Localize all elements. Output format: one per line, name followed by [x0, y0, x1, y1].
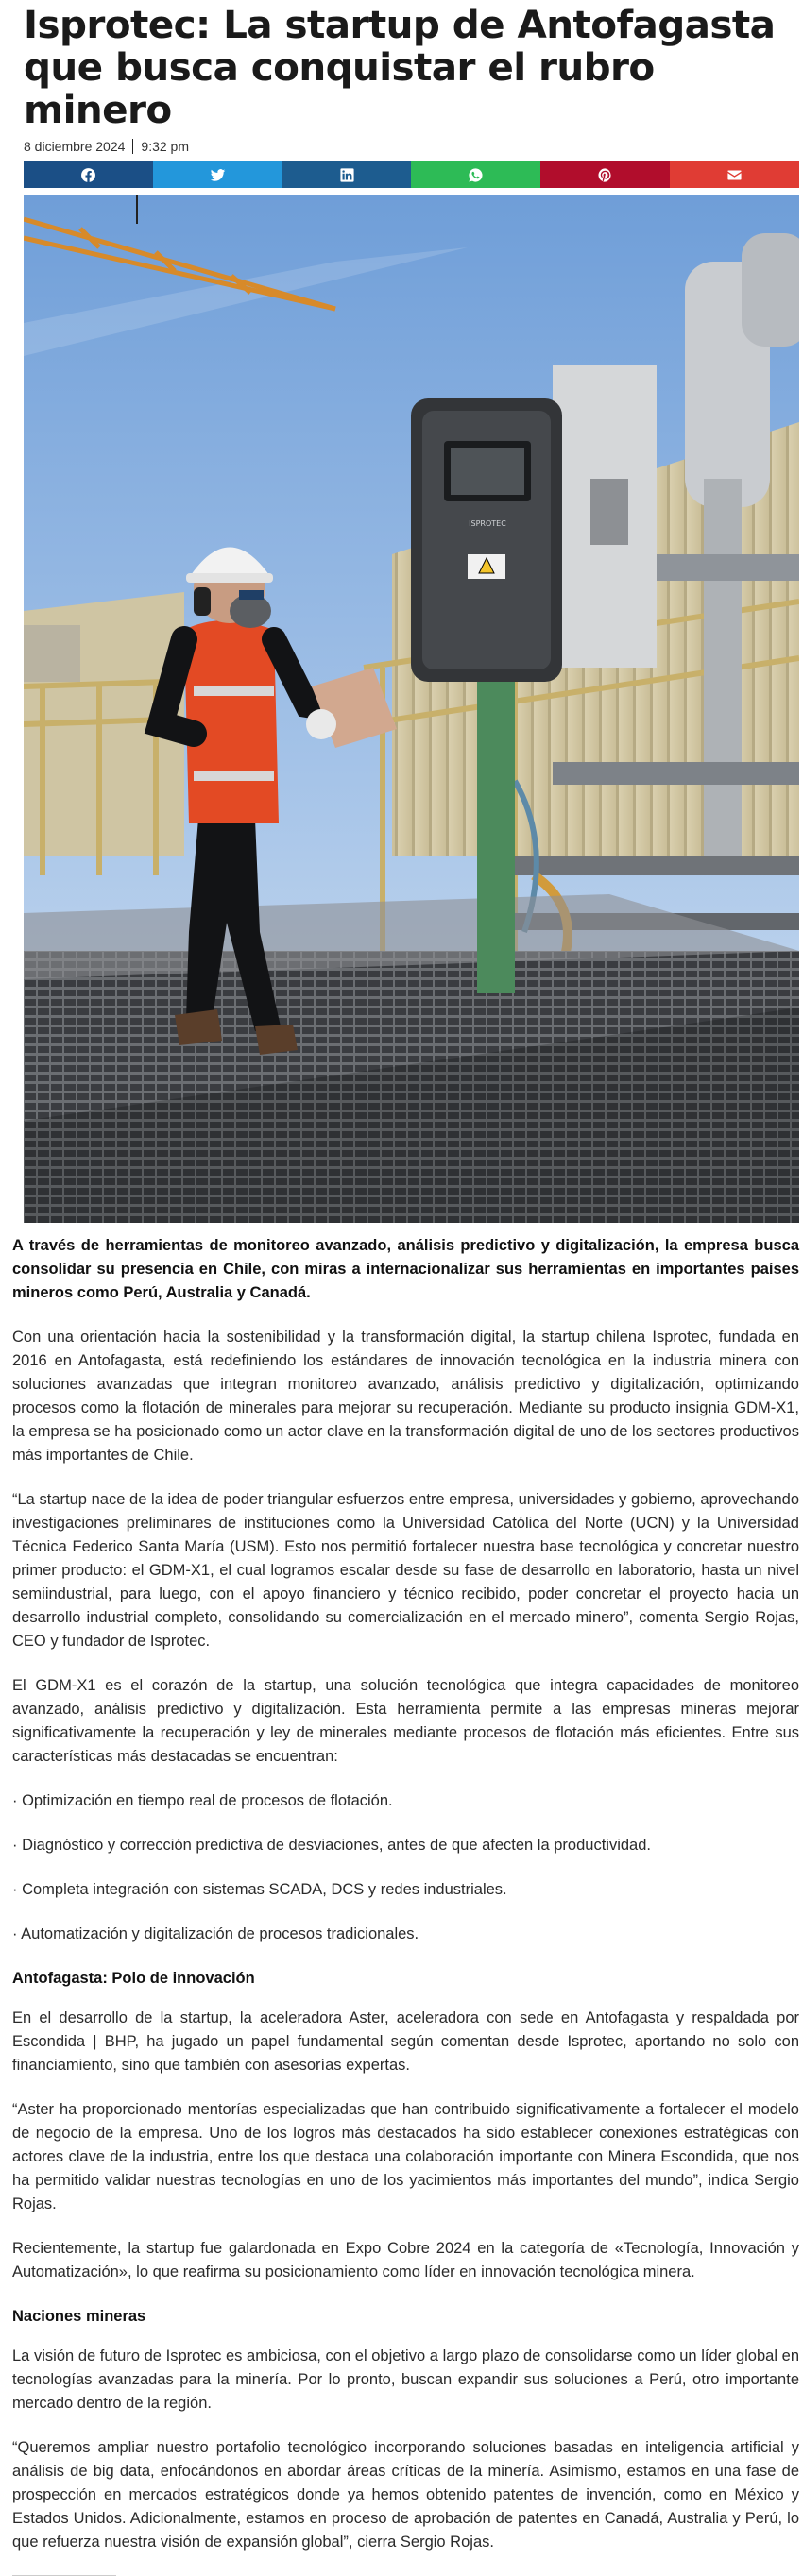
share-twitter-button[interactable] — [153, 161, 282, 188]
article-body — [12, 1326, 799, 2576]
share-whatsapp-button[interactable] — [411, 161, 540, 188]
paragraph: “Queremos ampliar nuestro portafolio tecnológico incorporando soluciones basadas en inteligencia artificial y análisis de big data, enfocándonos en abordar áreas críticas de la minería. Asimismo, estamos en una fase de prospección en mercados estratégicos donde ya hemos obtenido patentes de invención, como en México y Estados Unidos. Adicionalmente, estamos en proceso de aprobación de patentes en Canadá, Australia y Perú, lo que refuerza nuestra visión de expansión global”, cierra Sergio Rojas. — [12, 2439, 799, 2551]
share-bar — [24, 161, 799, 188]
paragraph: “La startup nace de la idea de poder triangular esfuerzos entre empresa, universidades y gobierno, aprovechando investigaciones preliminares de instituciones como la Universidad Católica del Norte (UCN) y la Universidad Técnica Federico Santa María (USM). Esto nos permitió fortalecer nuestra base tecnológica y concretar nuestro primer producto: el GDM-X1, el cual logramos escalar desde su fase de desarrollo en laboratorio, hasta un nivel semiindustrial, para luego, con el apoyo financiero y técnico recibido, poder concretar el proyecto hacia un desarrollo industrial completo, consolidando su comercialización en el mercado minero”, comenta Sergio Rojas, CEO y fundador de Isprotec. — [12, 1491, 799, 1650]
hero-photo — [24, 195, 799, 1223]
share-facebook-button[interactable] — [24, 161, 153, 188]
paragraph: En el desarrollo de la startup, la aceleradora Aster, aceleradora con sede en Antofagasta y respaldada por Escondida | BHP, ha jugado un papel fundamental según comentan desde Isprotec, aportando no solo con financiamiento, sino que también con asesorías expertas. — [12, 2009, 799, 2074]
paragraph: Con una orientación hacia la sostenibilidad y la transformación digital, la startup chilena Isprotec, fundada en 2016 en Antofagasta, está redefiniendo los estándares de innovación tecnológica en la industria minera con soluciones avanzadas que integran monitoreo avanzado, análisis predictivo y digitalización, optimizando procesos como la flotación de minerales para mejorar su recuperación. Mediante su producto insignia GDM-X1, la empresa se ha posicionado como un actor clave en la transformación digital de uno de los sectores productivos más importantes de Chile. — [12, 1329, 799, 1464]
facebook-icon — [80, 167, 96, 183]
bullet-item: · Diagnóstico y corrección predictiva de desviaciones, antes de que afecten la productividad. — [12, 1837, 651, 1854]
section-heading: Naciones mineras — [12, 2308, 146, 2325]
article-lead: A través de herramientas de monitoreo avanzado, análisis predictivo y digitalización, la empresa busca consolidar su presencia en Chile, con miras a internacionalizar sus herramientas en importantes países mineros como Perú, Australia y Canadá. — [12, 1237, 799, 1301]
bullet-item: · Automatización y digitalización de procesos tradicionales. — [12, 1925, 419, 1942]
bullet-item: · Completa integración con sistemas SCADA, DCS y redes industriales. — [12, 1881, 507, 1898]
bullet-item: · Optimización en tiempo real de procesos de flotación. — [12, 1792, 393, 1809]
publish-time: 9:32 pm — [141, 139, 189, 154]
pinterest-icon — [597, 167, 613, 183]
hero-photo-illustration — [24, 195, 799, 1223]
equipment-label: ISPROTEC — [469, 519, 506, 528]
twitter-icon — [210, 167, 226, 183]
whatsapp-icon — [468, 167, 484, 183]
paragraph: La visión de futuro de Isprotec es ambiciosa, con el objetivo a largo plazo de consolidarse como un líder global en tecnologías avanzadas para la minería. Por lo pronto, buscan expandir sus soluciones a Perú, otro importante mercado dentro de la región. — [12, 2347, 799, 2412]
share-pinterest-button[interactable] — [540, 161, 670, 188]
linkedin-icon — [339, 167, 355, 183]
article — [12, 0, 799, 2576]
paragraph: El GDM-X1 es el corazón de la startup, una solución tecnológica que integra capacidades de monitoreo avanzado, análisis predictivo y digitalización. Esta herramienta permite a las empresas mineras mejorar significativamente la recuperación y ley de minerales mediante procesos de flotación más eficientes. Entre sus características más destacadas se encuentran: — [12, 1677, 799, 1765]
share-linkedin-button[interactable] — [282, 161, 412, 188]
paragraph: “Aster ha proporcionado mentorías especializadas que han contribuido significativamente a fortalecer el modelo de negocio de la empresa. Uno de los logros más destacados ha sido establecer conexiones estratégicas con actores clave de la industria, entre los que destaca una colaboración importante con Minera Escondida, que nos ha permitido validar nuestras tecnologías en uno de los yacimientos más importantes del mundo”, indica Sergio Rojas. — [12, 2101, 799, 2212]
paragraph: Recientemente, la startup fue galardonada en Expo Cobre 2024 en la categoría de «Tecnología, Innovación y Automatización», lo que reafirma su posicionamiento como líder en innovación tecnológica minera. — [12, 2240, 799, 2280]
email-icon — [726, 167, 743, 183]
share-email-button[interactable] — [670, 161, 799, 188]
article-meta — [24, 135, 799, 158]
article-title: Isprotec: La startup de Antofagasta que busca conquistar el rubro minero — [24, 2, 776, 132]
section-heading: Antofagasta: Polo de innovación — [12, 1970, 255, 1987]
publish-date: 8 diciembre 2024 — [24, 139, 133, 154]
